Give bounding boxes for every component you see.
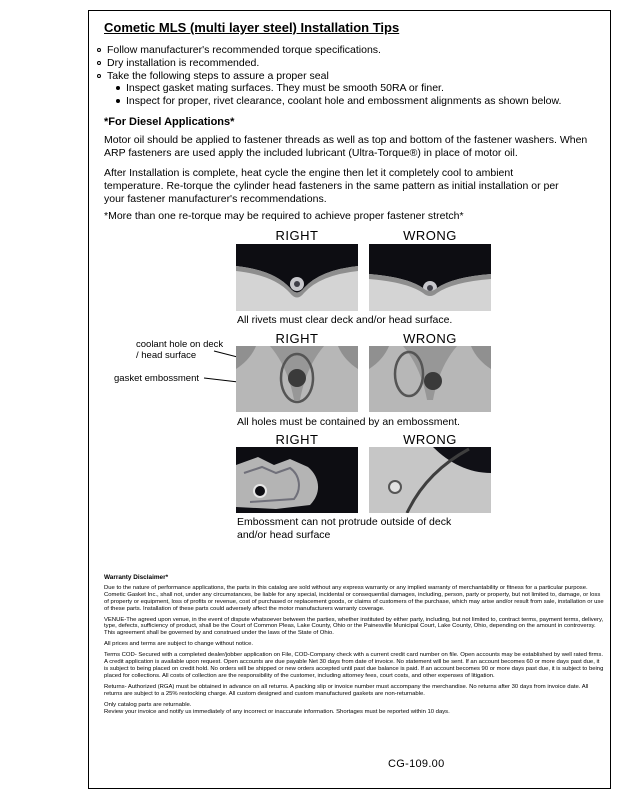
tip-item-label: Dry installation is recommended.: [107, 57, 260, 69]
tip-item: [97, 57, 567, 69]
tip-item: [97, 70, 567, 82]
rivet-caption: All rivets must clear deck and/or head surface.: [237, 314, 453, 326]
embossment-caption: Embossment can not protrude outside of deck and/or head surface: [237, 516, 452, 541]
page-title: Cometic MLS (multi layer steel) Installation Tips: [104, 20, 400, 35]
gasket-embossment-callout: gasket embossment: [114, 373, 200, 384]
sub-bullet-icon: [116, 99, 120, 103]
coolant-hole-callout: coolant hole on deck / head surface: [136, 339, 224, 361]
wrong-label-row3: WRONG: [403, 432, 457, 447]
embossment-right-image: [236, 447, 358, 513]
wrong-label-row2: WRONG: [403, 331, 457, 346]
tip-subitem-label: Inspect for proper, rivet clearance, coolant hole and embossment alignments as shown below.: [126, 95, 562, 107]
rivet-wrong-image: [369, 244, 491, 311]
warranty-paragraph: VENUE-The agreed upon venue, in the event of dispute whatsoever between the parties, whether instituted by either party, including, but not limited to, contract terms, payment terms, delivery, type, defects, sufficiency of product, shall be the Court of Common Pleas, Lake County, Ohio or the Painesville Municipal Court, Lake County, Ohio, depending on the amount in controversy. This agreement shall be governed by and construed under the laws of the State of Ohio.: [104, 616, 604, 637]
sub-bullet-icon: [116, 86, 120, 90]
diesel-paragraph-2: After Installation is complete, heat cycle the engine then let it completely cool to ambient temperature. Re-torque the cylinder head fasteners in the same pattern as initial installation or per your fastener manufacturer's recommendations.: [104, 167, 559, 205]
page-code: CG-109.00: [388, 758, 445, 770]
tip-item: [97, 44, 567, 56]
right-label-row2: RIGHT: [275, 331, 319, 346]
embossment-wrong-image: [369, 447, 491, 513]
diesel-paragraph-1: Motor oil should be applied to fastener threads as well as top and bottom of the fastener washers. When ARP fasteners are used apply the included lubricant (Ultra-Torque®) in place of motor oil.: [104, 134, 588, 159]
tip-item-label: Take the following steps to assure a proper seal: [107, 70, 329, 82]
warranty-paragraph: Due to the nature of performance applications, the parts in this catalog are sold without any express warranty or any implied warranty of merchantability or fitness for a particular purpose. Cometic Gasket Inc., shall not, under any circumstances, be liable for any special, incidental or consequential damages, including, person, party or property, but not limited to, damage, or loss of property or equipment, loss of profits or revenue, cost of purchased or replacement goods, or claims of customers of the purchase, which may arise and/or result from sale, installation or use of these parts. Installation of these parts could adversely affect the motor manufacturers warranty coverage.: [104, 584, 604, 612]
holes-caption: All holes must be contained by an embossment.: [237, 416, 460, 428]
warranty-paragraph: Only catalog parts are returnable.: [104, 701, 192, 708]
bullet-icon: [97, 74, 101, 78]
coolant-hole-right-image: [236, 346, 358, 412]
right-label-row3: RIGHT: [275, 432, 319, 447]
warranty-paragraph: Review your invoice and notify us immediately of any incorrect or inaccurate information. Shortages must be reported within 10 days.: [104, 708, 450, 715]
diesel-heading: *For Diesel Applications*: [104, 116, 235, 128]
tip-subitem: [116, 82, 586, 94]
warranty-paragraph: Returns- Authorized (RGA) must be obtained in advance on all returns. A packing slip or invoice number must accompany the merchandise. No returns after 30 days from invoice date. All returns are subject to a 25% restocking charge. All custom designed and custom manufactured gaskets are non-returnable.: [104, 683, 589, 697]
warranty-paragraph: All prices and terms are subject to change without notice.: [104, 641, 253, 648]
bullet-icon: [97, 48, 101, 52]
right-label-row1: RIGHT: [275, 228, 319, 243]
tip-subitem-label: Inspect gasket mating surfaces. They must be smooth 50RA or finer.: [126, 82, 444, 94]
tip-item-label: Follow manufacturer's recommended torque specifications.: [107, 44, 381, 56]
retorque-note: *More than one re-torque may be required to achieve proper fastener stretch*: [104, 210, 464, 222]
warranty-section: [104, 575, 605, 719]
wrong-label-row1: WRONG: [403, 228, 457, 243]
rivet-right-image: [236, 244, 358, 311]
warranty-paragraph: Terms COD- Secured with a completed dealer/jobber application on File, COD-Company check with a current credit card number on file. Open accounts may be established by well rated firms. A credit application is available upon request. Open accounts are due payable Net 30 days from date of invoice. No statement will be sent. If an account becomes 60 or more days past due, it is subject to being placed on credit hold. No orders will be shipped or new orders accepted until past due balance is paid. If an account becomes 90 or more days past due, it is subject to being placed for collections. All costs of collection are the responsibility of the customer, including attorney fees, court costs, and other expenses of litigation.: [104, 652, 604, 679]
coolant-hole-wrong-image: [369, 346, 491, 412]
bullet-icon: [97, 61, 101, 65]
warranty-heading: Warranty Disclaimer*: [104, 574, 169, 581]
tip-subitem: [116, 95, 596, 107]
